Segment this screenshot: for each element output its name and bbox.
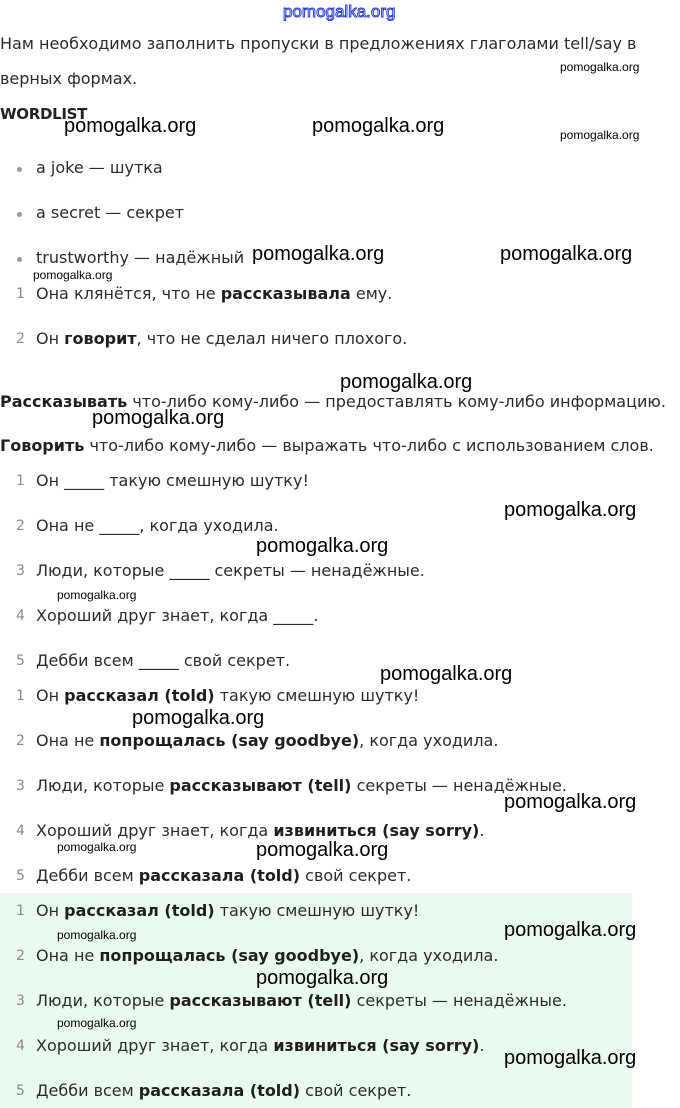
item-number: 4 [16,823,25,839]
answer-sentence: Он рассказал (told) такую смешную шутку! [36,686,420,705]
watermark: pomogalka.org [132,707,265,729]
item-number: 5 [16,868,25,884]
item-number: 1 [16,473,25,489]
watermark: pomogalka.org [500,243,633,265]
exercise-sentence: Хороший друг знает, когда _____. [36,606,319,625]
bullet-icon [17,257,22,262]
wordlist-item: a joke — шутка [36,158,163,177]
definition-tell: Рассказывать что-либо кому-либо — предоставлять кому-либо информацию. [0,392,666,411]
wordlist-item: trustworthy — надёжный [36,248,245,267]
item-number: 4 [16,608,25,624]
item-number: 2 [16,948,25,964]
bullet-icon [17,212,22,217]
item-number: 3 [16,563,25,579]
watermark: pomogalka.org [504,919,637,941]
exercise-sentence: Дебби всем _____ свой секрет. [36,651,291,670]
watermark: pomogalka.org [340,371,473,393]
watermark: pomogalka.org [256,967,389,989]
example-sentence: Он говорит, что не сделал ничего плохого. [36,329,408,348]
watermark: pomogalka.org [57,928,137,942]
watermark: pomogalka.org [57,840,137,854]
item-number: 2 [16,518,25,534]
final-answer-sentence: Она не попрощалась (say goodbye), когда уходила. [36,946,499,965]
item-number: 5 [16,653,25,669]
watermark: pomogalka.org [256,839,389,861]
intro-line-1: Нам необходимо заполнить пропуски в предложениях глаголами tell/say в [0,34,637,53]
wordlist-heading: WORDLIST [0,105,88,123]
watermark: pomogalka.org [504,499,637,521]
watermark: pomogalka.org [380,663,513,685]
item-number: 3 [16,993,25,1009]
watermark: pomogalka.org [57,1016,137,1030]
item-number: 2 [16,331,25,347]
final-answer-sentence: Хороший друг знает, когда извиниться (say sorry). [36,1036,485,1055]
exercise-sentence: Она не _____, когда уходила. [36,516,279,535]
item-number: 1 [16,286,25,302]
item-number: 1 [16,903,25,919]
intro-line-2: верных формах. [0,69,138,88]
watermark: pomogalka.org [57,588,137,602]
final-answer-sentence: Люди, которые рассказывают (tell) секреты — ненадёжные. [36,991,567,1010]
item-number: 4 [16,1038,25,1054]
watermark: pomogalka.org [560,128,640,142]
answer-sentence: Дебби всем рассказала (told) свой секрет. [36,866,412,885]
item-number: 2 [16,733,25,749]
definition-say: Говорить что-либо кому-либо — выражать что-либо с использованием слов. [0,436,654,455]
answer-sentence: Она не попрощалась (say goodbye), когда уходила. [36,731,499,750]
final-answer-sentence: Он рассказал (told) такую смешную шутку! [36,901,420,920]
exercise-sentence: Люди, которые _____ секреты — ненадёжные. [36,561,425,580]
bullet-icon [17,167,22,172]
watermark: pomogalka.org [33,268,113,282]
watermark: pomogalka.org [560,60,640,74]
site-title[interactable]: pomogalka.org [283,2,396,21]
watermark: pomogalka.org [504,1047,637,1069]
item-number: 5 [16,1083,25,1099]
answer-sentence: Люди, которые рассказывают (tell) секреты — ненадёжные. [36,776,567,795]
answer-sentence: Хороший друг знает, когда извиниться (say sorry). [36,821,485,840]
wordlist-item: a secret — секрет [36,203,185,222]
item-number: 3 [16,778,25,794]
watermark: pomogalka.org [312,115,445,137]
exercise-sentence: Он _____ такую смешную шутку! [36,471,309,490]
watermark: pomogalka.org [504,791,637,813]
item-number: 1 [16,688,25,704]
watermark: pomogalka.org [252,243,385,265]
watermark: pomogalka.org [256,535,389,557]
watermark: pomogalka.org [92,407,225,429]
watermark: pomogalka.org [64,115,197,137]
example-sentence: Она клянётся, что не рассказывала ему. [36,284,393,303]
final-answer-sentence: Дебби всем рассказала (told) свой секрет. [36,1081,412,1100]
